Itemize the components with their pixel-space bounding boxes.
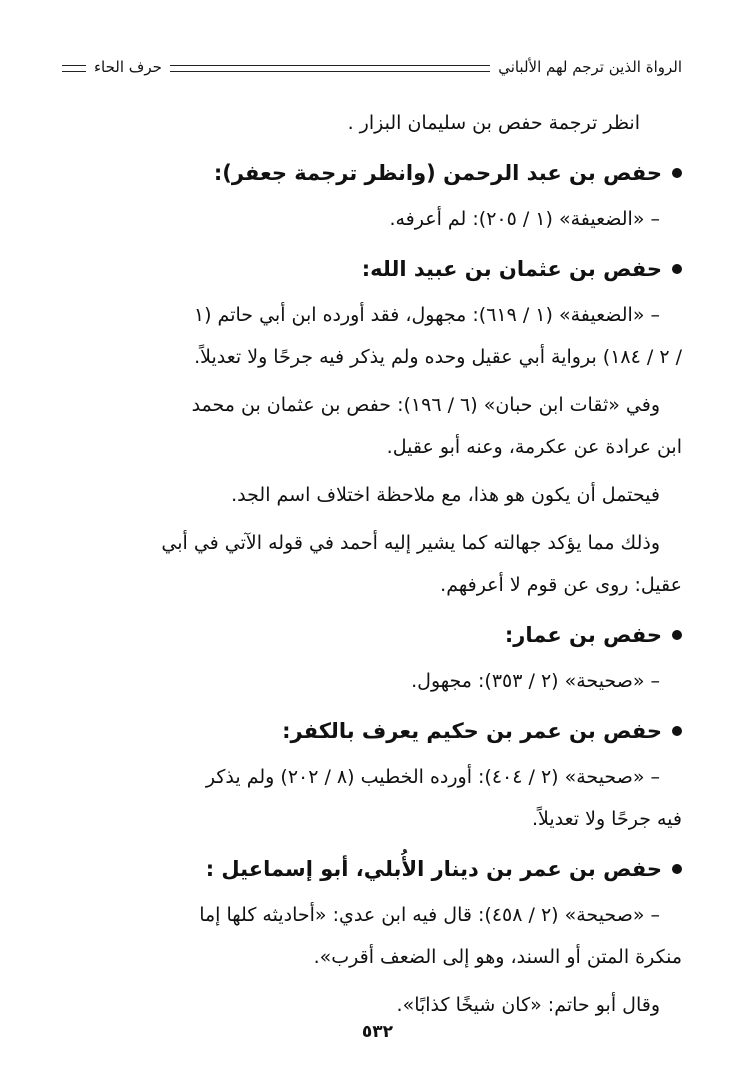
text-line: ابن عرادة عن عكرمة، وعنه أبو عقيل. [386,436,682,458]
text-line: – «صحيحة» (٢ / ٤٥٨): قال فيه ابن عدي: «أحاديثه كلها إما [199,904,660,926]
entry-heading [62,150,682,196]
entry-heading-text: حفص بن عمر بن دينار الأُبلي، أبو إسماعيل : [205,857,662,881]
text-line: وقال أبو حاتم: «كان شيخًا كذابًا». [396,994,660,1016]
text-line: عقيل: روى عن قوم لا أعرفهم. [440,574,682,596]
entry-heading [62,708,682,754]
page-body [62,102,682,1026]
text-line: وفي «ثقات ابن حبان» (٦ / ١٩٦): حفص بن عثمان بن محمد [191,394,660,416]
header-book-title: الرواة الذين ترجم لهم الألباني [498,58,682,76]
text-line: وذلك مما يؤكد جهالته كما يشير إليه أحمد في قوله الآتي في أبي [161,532,660,554]
text-line: فيحتمل أن يكون هو هذا، مع ملاحظة اختلاف اسم الجد. [231,484,660,506]
bullet-icon [672,726,682,736]
text-line: منكرة المتن أو السند، وهو إلى الضعف أقرب». [313,946,682,968]
bullet-icon [672,264,682,274]
text-line: – «الضعيفة» (١ / ٢٠٥): لم أعرفه. [389,208,660,230]
bullet-icon [672,630,682,640]
running-header [62,52,682,82]
bullet-icon [672,168,682,178]
text-line: – «صحيحة» (٢ / ٤٠٤): أورده الخطيب (٨ / ٢٠٢) ولم يذكر [205,766,660,788]
bullet-icon [672,864,682,874]
entry-heading [62,246,682,292]
header-rule [170,65,490,72]
text-line: / ٢ / ١٨٤) برواية أبي عقيل وحده ولم يذكر فيه جرحًا ولا تعديلاً. [194,346,682,368]
entry-heading-text: حفص بن عمار: [504,623,662,647]
page-number: ٥٣٢ [361,1022,394,1042]
entry-heading-text: حفص بن عبد الرحمن (وانظر ترجمة جعفر): [213,161,662,185]
header-chapter-title: حرف الحاء [94,58,162,76]
text-line: فيه جرحًا ولا تعديلاً. [532,808,682,830]
entry-heading [62,846,682,892]
entry-heading-text: حفص بن عمر بن حكيم يعرف بالكفر: [282,719,662,743]
header-rule-short [62,65,86,72]
entry-heading [62,612,682,658]
text-line: – «الضعيفة» (١ / ٦١٩): مجهول، فقد أورده ابن أبي حاتم (١ [193,304,660,326]
entry-heading-text: حفص بن عثمان بن عبيد الله: [361,257,662,281]
text-line: – «صحيحة» (٢ / ٣٥٣): مجهول. [411,670,660,692]
text-line: انظر ترجمة حفص بن سليمان البزار . [347,112,640,134]
